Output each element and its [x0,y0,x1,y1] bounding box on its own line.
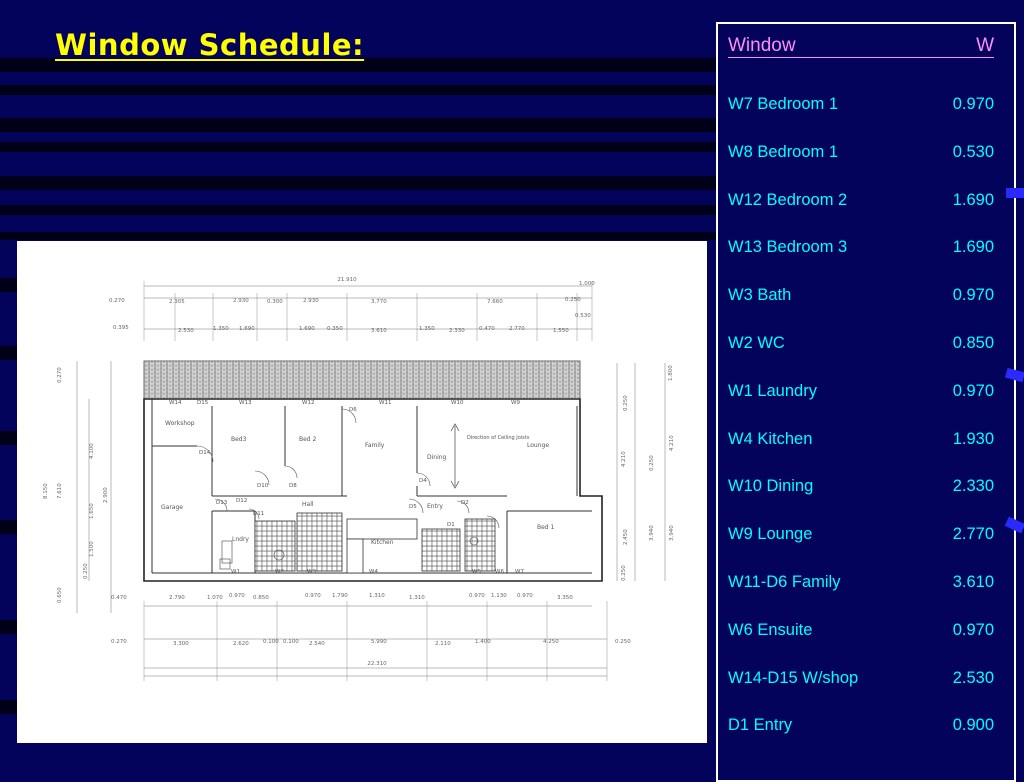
room-lndry: Lndry [232,536,249,543]
schedule-row [728,285,994,305]
room-dining: Dining [427,454,447,461]
tag-w7: W7 [515,569,524,575]
dim-bot2-5: 0.100 [283,639,299,645]
schedule-row-value: 0.900 [952,716,994,735]
dim-right-1: 1.800 [668,365,674,381]
dim-top-5: 2.930 [303,298,319,304]
schedule-row [728,237,994,257]
schedule-row-name: W10 Dining [728,477,814,496]
schedule-row [728,94,994,114]
schedule-row-name: W4 Kitchen [728,429,813,448]
schedule-row [728,333,994,353]
dim-bot2-11: 0.250 [615,639,631,645]
dim-right-6: 2.450 [623,529,629,545]
dim-right-7: 3.940 [649,525,655,541]
dim-bot2-7: 5.990 [371,639,387,645]
dim-bot-8: 1.310 [369,593,385,599]
schedule-row-name: D1 Entry [728,716,793,735]
dim-bot2-6: 2.540 [309,641,325,647]
background-stripe [0,142,720,152]
tag-w5: W5 [472,569,481,575]
schedule-row-name: W6 Ensuite [728,620,813,639]
tag-d11: D11 [253,511,265,517]
schedule-row-name: W3 Bath [728,286,792,305]
tag-w6: W6 [495,569,504,575]
schedule-row [728,190,994,210]
dim-left-7: 8.150 [43,483,49,499]
background-stripe [0,205,720,215]
tag-d14: D14 [199,450,211,456]
tag-w4: W4 [369,569,378,575]
schedule-row-value: 0.970 [952,286,994,305]
dim-bot-11: 1.130 [491,593,507,599]
dim-bot-5: 0.850 [253,595,269,601]
background-stripe [0,85,720,95]
dim-left-4: 1.650 [89,503,95,519]
dim-top-3: 2.930 [233,298,249,304]
dim-right-3: 4.210 [621,451,627,467]
room-entry: Entry [427,503,443,510]
dim-left-2: 4.100 [89,443,95,459]
dim-bot-2: 2.790 [169,595,185,601]
dim-bot2-2: 3.300 [173,641,189,647]
schedule-header-value: W [976,35,994,56]
dim-left-5: 1.500 [89,541,95,557]
schedule-row [728,142,994,162]
dim-right-8: 3.940 [669,525,675,541]
dim-bot-3: 1.070 [207,595,223,601]
window-schedule-panel [716,22,1016,782]
schedule-row [728,476,994,496]
dim-bot-12: 0.970 [517,593,533,599]
dim-bot2-4: 0.100 [263,639,279,645]
room-lounge: Lounge [527,442,550,449]
room-bed2: Bed 2 [299,436,317,443]
schedule-row-value: 2.530 [952,668,994,687]
dim-bot-13: 3.350 [557,595,573,601]
tag-w1: W1 [231,569,240,575]
dim-bot-9: 1.310 [409,595,425,601]
room-kitchen: Kitchen [371,539,394,546]
dim-top2-5: 1.690 [299,326,315,332]
dim-top2-12: 1.550 [553,328,569,334]
slide-title: Window Schedule: [55,28,365,62]
dim-top2-7: 3.610 [371,328,387,334]
dim-bot2-1: 0.270 [111,639,127,645]
dim-bot-1: 0.470 [111,595,127,601]
schedule-row-name: W9 Lounge [728,525,813,544]
tag-w13: W13 [239,400,252,406]
decor-mark [1006,188,1024,198]
dim-top2-9: 2.330 [449,328,465,334]
tag-d1: D1 [447,522,455,528]
dim-top-6: 3.770 [371,299,387,305]
tag-w2: W2 [275,569,284,575]
tag-d12: D12 [236,498,248,504]
tag-d8: D8 [289,483,297,489]
dim-top2-8: 1.350 [419,326,435,332]
room-bed1: Bed 1 [537,524,555,531]
dim-top2-11: 2.770 [509,326,525,332]
schedule-row-value: 3.610 [952,573,994,591]
tag-w9: W9 [511,400,520,406]
schedule-row-value: 0.530 [952,142,994,161]
dim-left-6: 0.250 [83,563,89,579]
background-stripe [0,620,17,634]
dim-top-9: 1.000 [579,281,595,287]
dim-top2-3: 1.350 [213,326,229,332]
dim-right-2: 0.250 [623,395,629,411]
tag-d4: D4 [419,478,427,484]
background-stripe [0,700,17,714]
schedule-row-value: 0.970 [952,95,994,113]
background-stripe [0,520,17,534]
dim-bot-4: 0.970 [229,593,245,599]
dim-top-8: 0.250 [565,297,581,303]
schedule-row-name: W13 Bedroom 3 [728,238,848,257]
dim-top2-13: 0.530 [575,313,591,319]
dim-top-7: 7.660 [487,299,503,305]
room-garage: Garage [161,504,183,511]
dim-overall-bottom: 22.310 [367,661,387,667]
schedule-row-name: W1 Laundry [728,381,817,400]
tag-w11: W11 [379,400,392,406]
background-stripe [0,118,720,132]
schedule-row-value: 1.930 [952,429,994,448]
schedule-row-value: 0.850 [952,334,994,352]
schedule-row-name: W14-D15 W/shop [728,668,859,687]
schedule-row [728,572,994,592]
tag-d10: D10 [257,483,269,489]
schedule-row-value: 0.970 [952,620,994,639]
dim-bot2-9: 1.400 [475,639,491,645]
dim-bot-7: 1.790 [332,593,348,599]
background-stripe [0,431,17,445]
dim-bot-6: 0.970 [305,593,321,599]
schedule-header [728,35,994,58]
tag-d5: D5 [409,504,417,510]
background-stripe [0,278,17,292]
dim-top-2: 2.305 [169,299,185,305]
schedule-row-value: 0.970 [952,381,994,400]
dim-right-9: 0.250 [621,565,627,581]
schedule-row [728,668,994,688]
dim-top-1: 0.270 [109,298,125,304]
tag-w10: W10 [451,400,464,406]
room-workshop: Workshop [165,420,195,427]
joists-note: Direction of Ceiling Joists [467,435,530,441]
background-stripe [0,176,720,190]
schedule-row-value: 1.690 [952,190,994,209]
tag-d13: D13 [216,500,228,506]
dim-top2-4: 1.690 [239,326,255,332]
schedule-row-value: 1.690 [952,238,994,257]
schedule-row [728,715,994,735]
schedule-row [728,524,994,544]
dim-top2-2: 2.530 [178,328,194,334]
schedule-row [728,620,994,640]
tag-w12: W12 [302,400,315,406]
room-hall: Hall [302,501,314,508]
schedule-header-name: Window [728,35,796,56]
dim-top2-10: 0.470 [479,326,495,332]
dim-overall-top: 21.910 [337,277,357,283]
dim-bot2-8: 2.110 [435,641,451,647]
dim-left-8: 7.610 [57,483,63,499]
dim-top-4: 0.300 [267,299,283,305]
dim-left-9: 0.650 [57,587,63,603]
schedule-row [728,429,994,449]
schedule-row-name: W2 WC [728,334,785,352]
tag-d15: D15 [197,400,209,406]
schedule-row [728,381,994,401]
tag-w14: W14 [169,400,182,406]
room-bed3: Bed3 [231,436,247,443]
dim-bot2-3: 2.620 [233,641,249,647]
dim-right-5: 0.250 [649,455,655,471]
dim-bot-10: 0.970 [469,593,485,599]
background-stripe [0,232,720,240]
schedule-row-value: 2.770 [952,525,994,544]
dim-left-3: 2.900 [103,487,109,503]
tag-d6: D6 [349,407,357,413]
dim-top2-1: 0.395 [113,325,129,331]
background-stripe [0,346,17,360]
schedule-row-name: W11-D6 Family [728,573,841,591]
dim-right-4: 4.210 [669,435,675,451]
schedule-row-value: 2.330 [952,477,994,496]
schedule-row-name: W7 Bedroom 1 [728,95,839,113]
dim-left-1: 0.270 [57,367,63,383]
room-family: Family [365,442,385,449]
dim-top2-6: 0.350 [327,326,343,332]
schedule-row-name: W12 Bedroom 2 [728,190,848,209]
tag-w3: W3 [307,569,316,575]
schedule-row-name: W8 Bedroom 1 [728,142,839,161]
dim-bot2-10: 4.250 [543,639,559,645]
floor-plan [17,241,707,743]
tag-d2: D2 [461,500,469,506]
